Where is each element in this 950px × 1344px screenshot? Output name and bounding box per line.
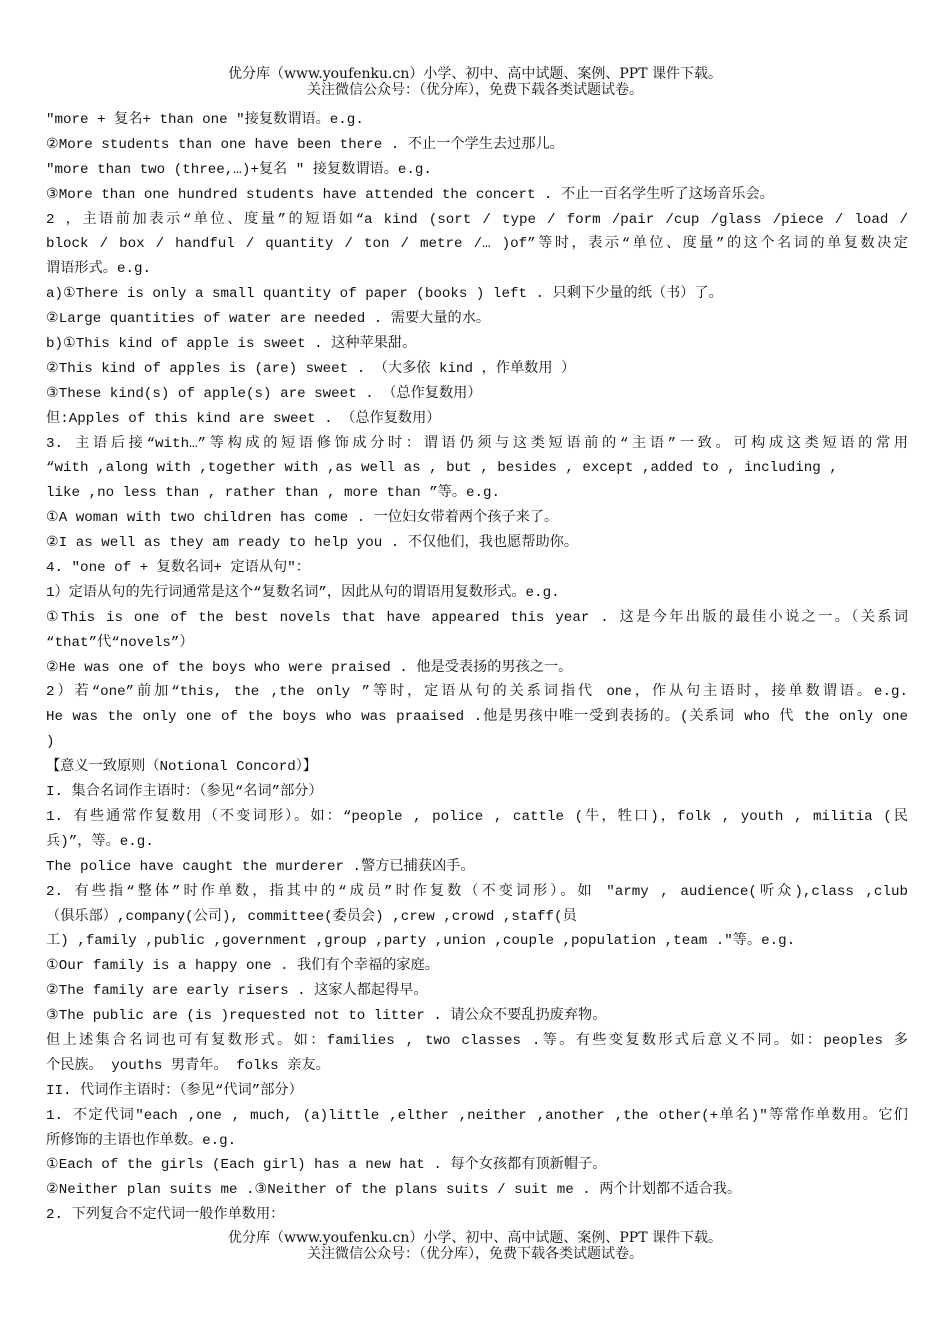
text-line: 2）若“one”前加“this, the ,the only ”等时，定语从句的关系词指代 one，作从句主语时，接单数谓语。e.g. [46,684,908,701]
footer-line-2: 关注微信公众号：（优分库），免费下载各类试题试卷。 [307,1246,643,1262]
text-line: He was the only one of the boys who was praaised .他是男孩中唯一受到表扬的。(关系词 who 代 the only one [46,709,908,726]
text-line: “with ,along with ,together with ,as well as , but , besides , except ,added to , including , [46,460,838,477]
text-line: "more + 复名+ than one "接复数谓语。e.g. [46,112,364,128]
text-line: ②This kind of apples is (are) sweet . （大多依 kind ，作单数用 ） [46,360,576,377]
text-line: 2 ，主语前加表示“单位、度量”的短语如“a kind (sort / type / form /pair /cup /glass /piece / load / [46,211,908,228]
text-line: 1. 不定代词"each ,one , much, (a)little ,elther ,neither ,another ,the other(+单名)"等常作单数用。它们 [46,1107,908,1124]
text-line: ②He was one of the boys who were praised . 他是受表扬的男孩之一。 [46,659,573,676]
page-header [0,66,950,98]
text-line: ②The family are early risers . 这家人都起得早。 [46,983,428,1000]
text-line: 兵)”，等。e.g. [46,833,154,850]
text-line: like ,no less than , rather than , more than ”等。e.g. [46,485,501,502]
header-line-1: 优分库（www.youfenku.cn）小学、初中、高中试题、案例、PPT 课件下载。 [227,66,722,82]
document-body [46,108,908,1228]
text-line: a)①There is only a small quantity of paper (books ) left . 只剩下少量的纸（书）了。 [46,286,723,303]
text-line: 但上述集合名词也可有复数形式。如：families , two classes .等。有些变复数形式后意义不同。如：peoples 多 [46,1032,908,1049]
text-line: block / box / handful / quantity / ton / metre /… )of”等时，表示“单位、度量”的这个名词的单复数决定 [46,236,908,253]
text-line: 1. 有些通常作复数用（不变词形）。如：“people , police , cattle (牛，牲口)，folk , youth , militia (民 [46,808,908,825]
text-line: ①This is one of the best novels that have appeared this year . 这是今年出版的最佳小说之一。（关系词 [46,609,908,626]
text-line: 所修饰的主语也作单数。e.g. [46,1132,237,1149]
text-line: 但:Apples of this kind are sweet . （总作复数用） [46,410,441,427]
text-line: The police have caught the murderer .警方已捕获凶手。 [46,858,475,875]
text-line: ①A woman with two children has come . 一位妇女带着两个孩子来了。 [46,510,559,527]
text-line: ②Large quantities of water are needed . 需要大量的水。 [46,311,491,328]
text-line: ③The public are (is )requested not to litter . 请公众不要乱扔废弃物。 [46,1008,607,1025]
text-line: 谓语形式。e.g. [46,261,151,278]
text-line: ②More students than one have been there . 不止一个学生去过那儿。 [46,136,564,153]
text-line: 个民族。 youths 男青年。 folks 亲友。 [46,1057,330,1074]
text-line: ①Our family is a happy one . 我们有个幸福的家庭。 [46,958,439,975]
text-line: II. 代词作主语时：（参见“代词”部分） [46,1082,303,1099]
text-line: ) [46,734,55,751]
text-line: 工) ,family ,public ,government ,group ,party ,union ,couple ,population ,team ."等。e.g. [46,933,796,950]
text-line: ①Each of the girls (Each girl) has a new hat . 每个女孩都有顶新帽子。 [46,1157,607,1174]
text-line: ②I as well as they am ready to help you . 不仅他们，我也愿帮助你。 [46,535,579,552]
text-line: 4. "one of + 复数名词+ 定语从句"： [46,560,310,577]
text-line: 2. 有些指“整体”时作单数，指其中的“成员”时作复数（不变词形）。如 "army , audience(听众),class ,club [46,883,908,900]
text-line: 2. 下列复合不定代词一般作单数用： [46,1207,285,1224]
section-heading: 【意义一致原则（Notional Concord）】 [46,759,317,776]
text-line: ③More than one hundred students have attended the concert . 不止一百名学生听了这场音乐会。 [46,186,774,203]
text-line: ②Neither plan suits me .③Neither of the plans suits / suit me . 两个计划都不适合我。 [46,1182,742,1199]
footer-line-1: 优分库（www.youfenku.cn）小学、初中、高中试题、案例、PPT 课件下载。 [227,1230,722,1246]
text-line: b)①This kind of apple is sweet . 这种苹果甜。 [46,336,417,353]
text-line: 3. 主语后接“with…”等构成的短语修饰成分时：谓语仍须与这类短语前的“主语”一致。可构成这类短语的常用 [46,435,908,452]
text-line: ③These kind(s) of apple(s) are sweet . （总作复数用） [46,385,482,402]
text-line: I. 集合名词作主语时：（参见“名词”部分） [46,784,323,801]
text-line: “that”代“novels”） [46,634,194,651]
header-line-2: 关注微信公众号：（优分库），免费下载各类试题试卷。 [307,82,643,98]
page-footer [0,1230,950,1262]
text-line: 1）定语从句的先行词通常是这个“复数名词”，因此从句的谓语用复数形式。e.g. [46,584,560,601]
text-line: "more than two (three,…)+复名 " 接复数谓语。e.g. [46,161,432,178]
text-line: （俱乐部）,company(公司), committee(委员会) ,crew ,crowd ,staff(员 [46,908,577,925]
